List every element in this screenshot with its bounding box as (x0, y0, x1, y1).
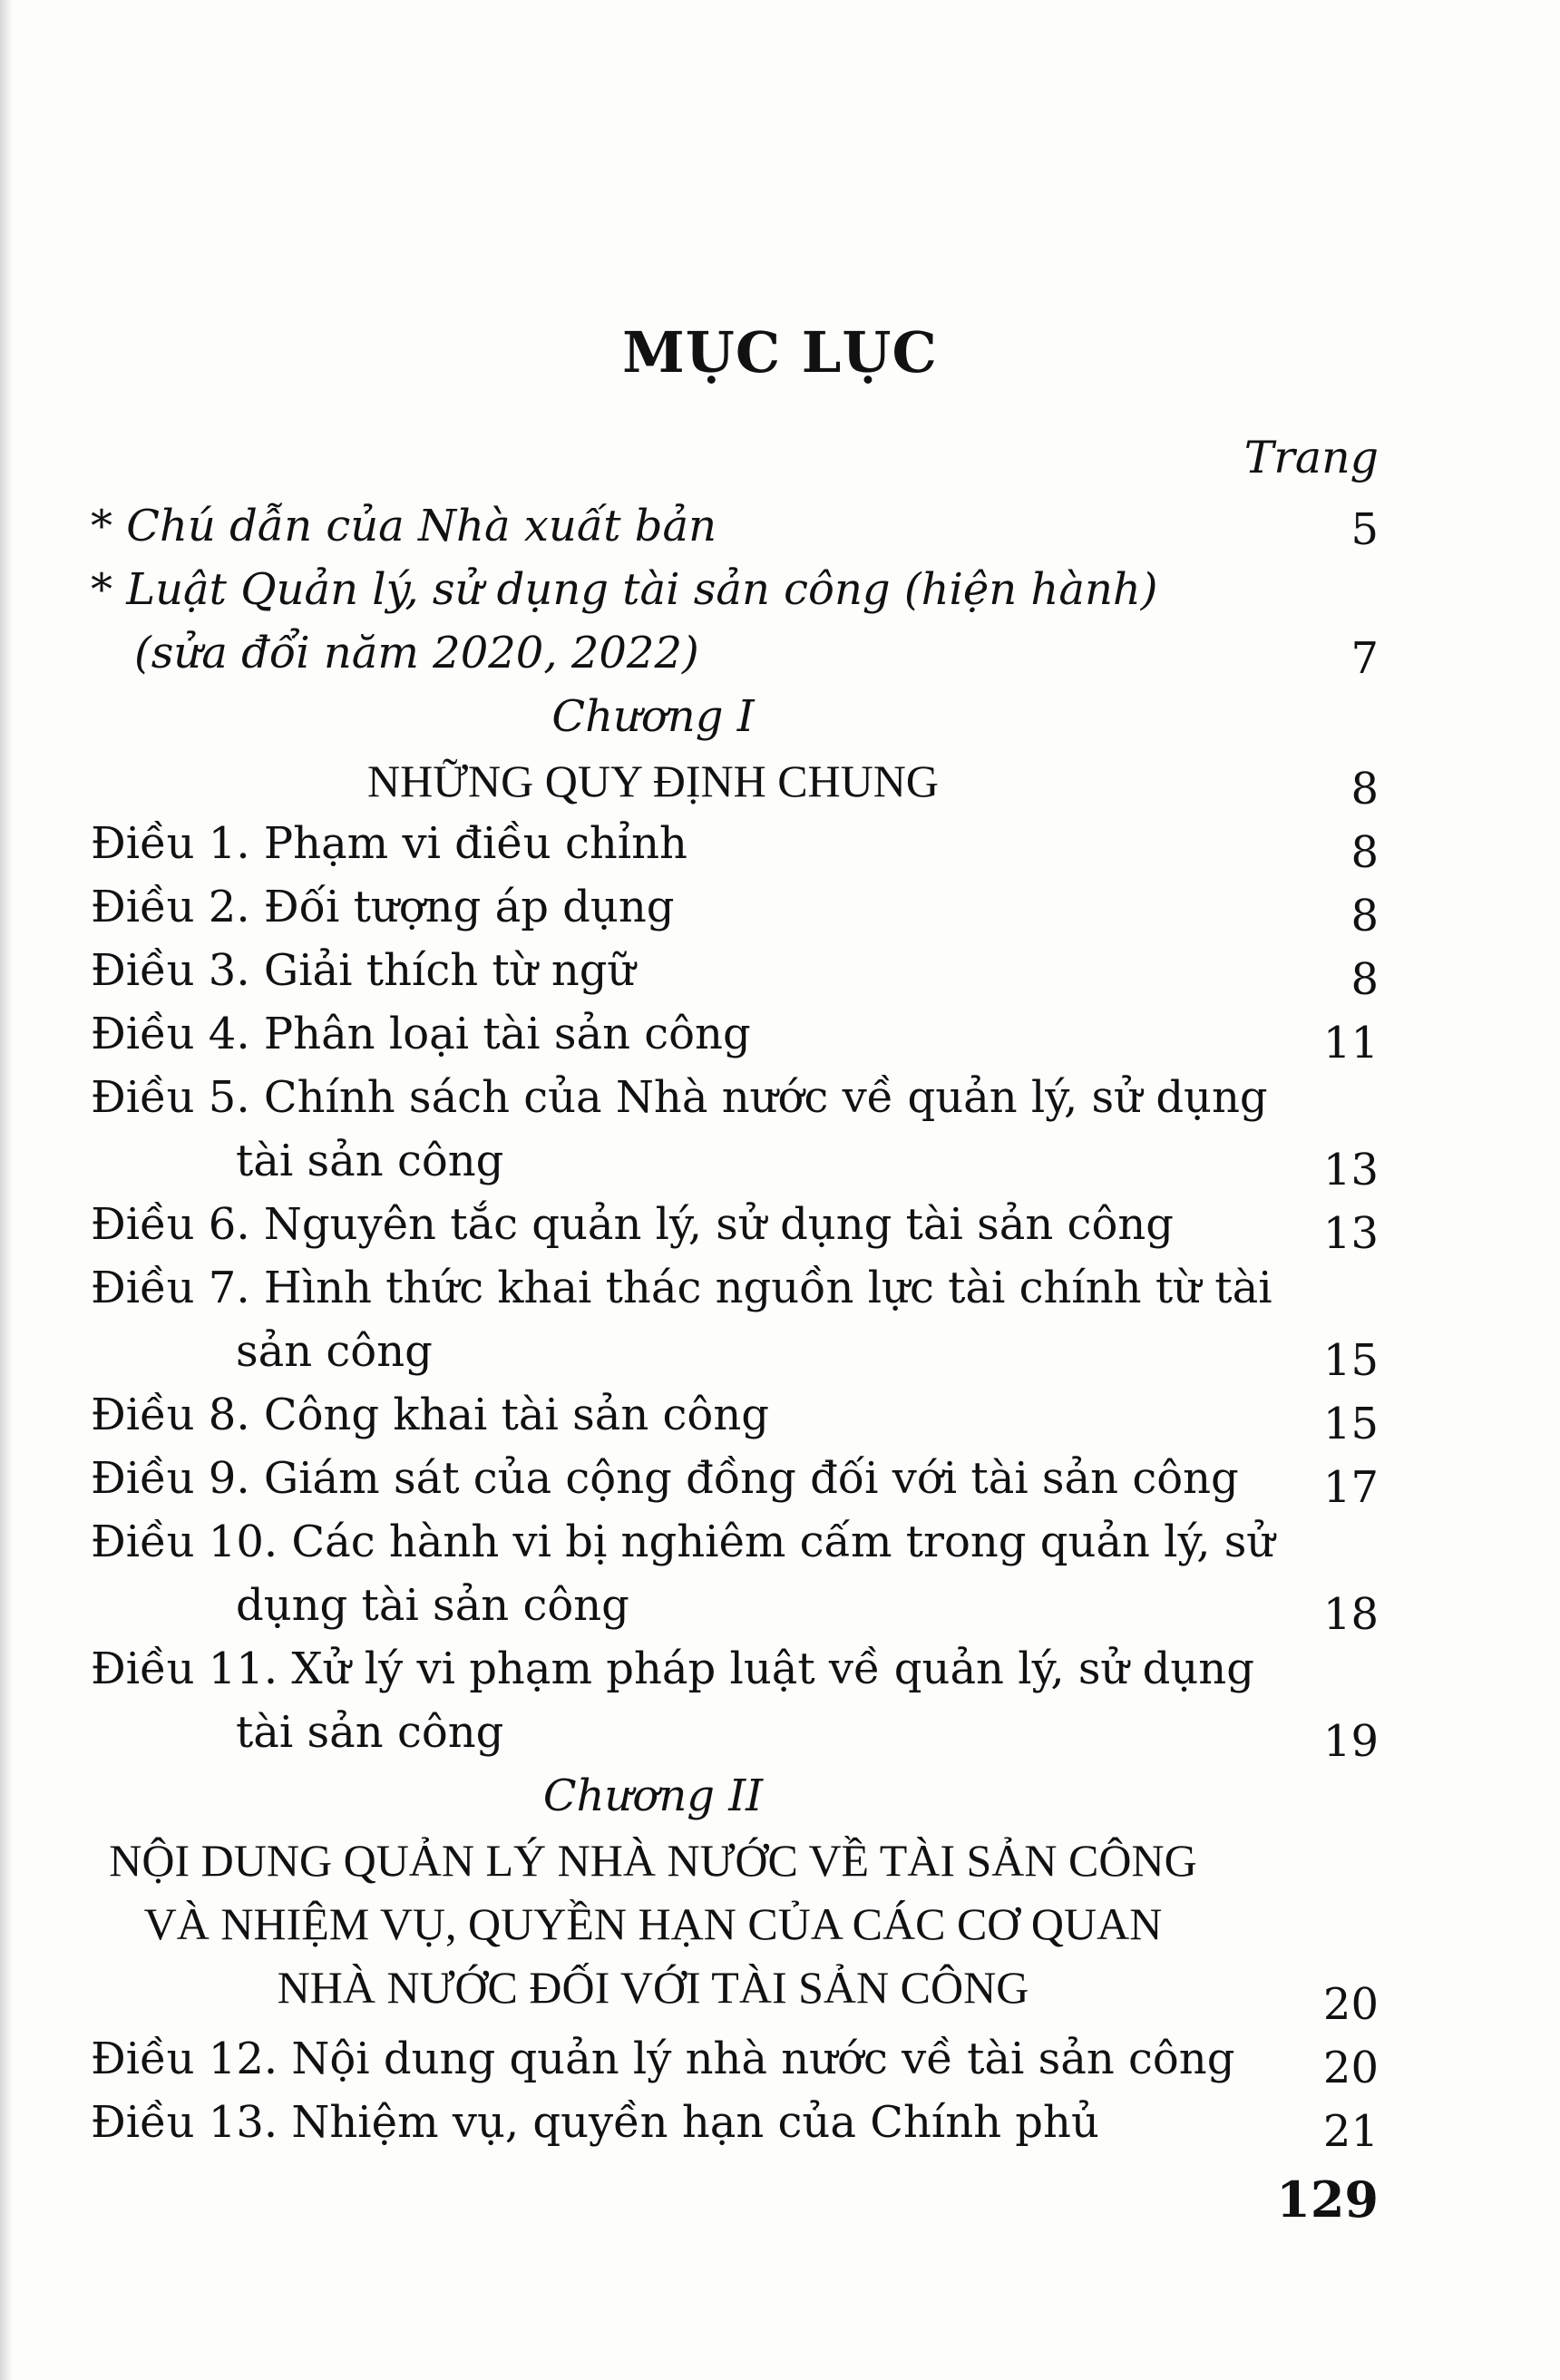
toc-page-number: 13 (1322, 1208, 1379, 1259)
toc-article-5: Điều 5. Chính sách của Nhà nước về quản lý, sử dụng (91, 1072, 1268, 1123)
toc-page-number: 8 (1350, 891, 1379, 941)
toc-article-5-cont: tài sản công (236, 1136, 504, 1186)
toc-article-11-cont: tài sản công (236, 1707, 504, 1758)
toc-page-number: 5 (1350, 504, 1379, 555)
toc-page-number: 18 (1322, 1589, 1379, 1640)
toc-article-2: Điều 2. Đối tượng áp dụng (91, 882, 675, 932)
toc-article-8: Điều 8. Công khai tài sản công (91, 1390, 769, 1440)
toc-page-number: 15 (1322, 1399, 1379, 1449)
toc-page-number: 20 (1322, 2043, 1379, 2093)
chapter-title: NỘI DUNG QUẢN LÝ NHÀ NƯỚC VỀ TÀI SẢN CÔNG (109, 1835, 1197, 1886)
page-title: MỤC LỤC (622, 319, 938, 385)
chapter-title: NHỮNG QUY ĐỊNH CHUNG (367, 756, 939, 806)
toc-page-number: 21 (1322, 2106, 1379, 2157)
toc-front-matter-1: * Chú dẫn của Nhà xuất bản (91, 501, 717, 551)
chapter-title: NHÀ NƯỚC ĐỐI VỚI TÀI SẢN CÔNG (277, 1962, 1029, 2013)
toc-page-number: 19 (1322, 1716, 1379, 1767)
toc-page-number: 13 (1322, 1145, 1379, 1195)
toc-article-4: Điều 4. Phân loại tài sản công (91, 1009, 751, 1059)
toc-page-number: 11 (1322, 1018, 1379, 1068)
page-column-label: Trang (1243, 432, 1379, 483)
toc-front-matter-2: * Luật Quản lý, sử dụng tài sản công (hiện hành) (91, 564, 1158, 615)
toc-page-number: 15 (1322, 1335, 1379, 1386)
toc-page-number: 8 (1350, 764, 1379, 814)
chapter-label: Chương I (551, 691, 755, 742)
toc-article-1: Điều 1. Phạm vi điều chỉnh (91, 818, 687, 869)
toc-article-7: Điều 7. Hình thức khai thác nguồn lực tài chính từ tài (91, 1263, 1272, 1313)
toc-article-3: Điều 3. Giải thích từ ngữ (91, 945, 636, 996)
toc-article-7-cont: sản công (236, 1326, 433, 1377)
chapter-label: Chương II (542, 1770, 764, 1821)
toc-page-number: 20 (1322, 1979, 1379, 2030)
toc-page-number: 8 (1350, 827, 1379, 878)
toc-article-6: Điều 6. Nguyên tắc quản lý, sử dụng tài sản công (91, 1199, 1174, 1250)
toc-page-number: 7 (1350, 633, 1379, 684)
toc-article-12: Điều 12. Nội dung quản lý nhà nước về tài sản công (91, 2034, 1235, 2084)
toc-page-number: 8 (1350, 954, 1379, 1005)
toc-article-10-cont: dụng tài sản công (236, 1580, 629, 1631)
page-number: 129 (1276, 2170, 1379, 2229)
toc-article-13: Điều 13. Nhiệm vụ, quyền hạn của Chính phủ (91, 2097, 1099, 2148)
toc-article-11: Điều 11. Xử lý vi phạm pháp luật về quản lý, sử dụng (91, 1644, 1254, 1694)
toc-page-number: 17 (1322, 1462, 1379, 1513)
chapter-title: VÀ NHIỆM VỤ, QUYỀN HẠN CỦA CÁC CƠ QUAN (143, 1898, 1163, 1949)
toc-article-10: Điều 10. Các hành vi bị nghiêm cấm trong quản lý, sử (91, 1517, 1275, 1567)
toc-article-9: Điều 9. Giám sát của cộng đồng đối với tài sản công (91, 1453, 1239, 1504)
toc-front-matter-2-cont: (sửa đổi năm 2020, 2022) (134, 628, 699, 678)
